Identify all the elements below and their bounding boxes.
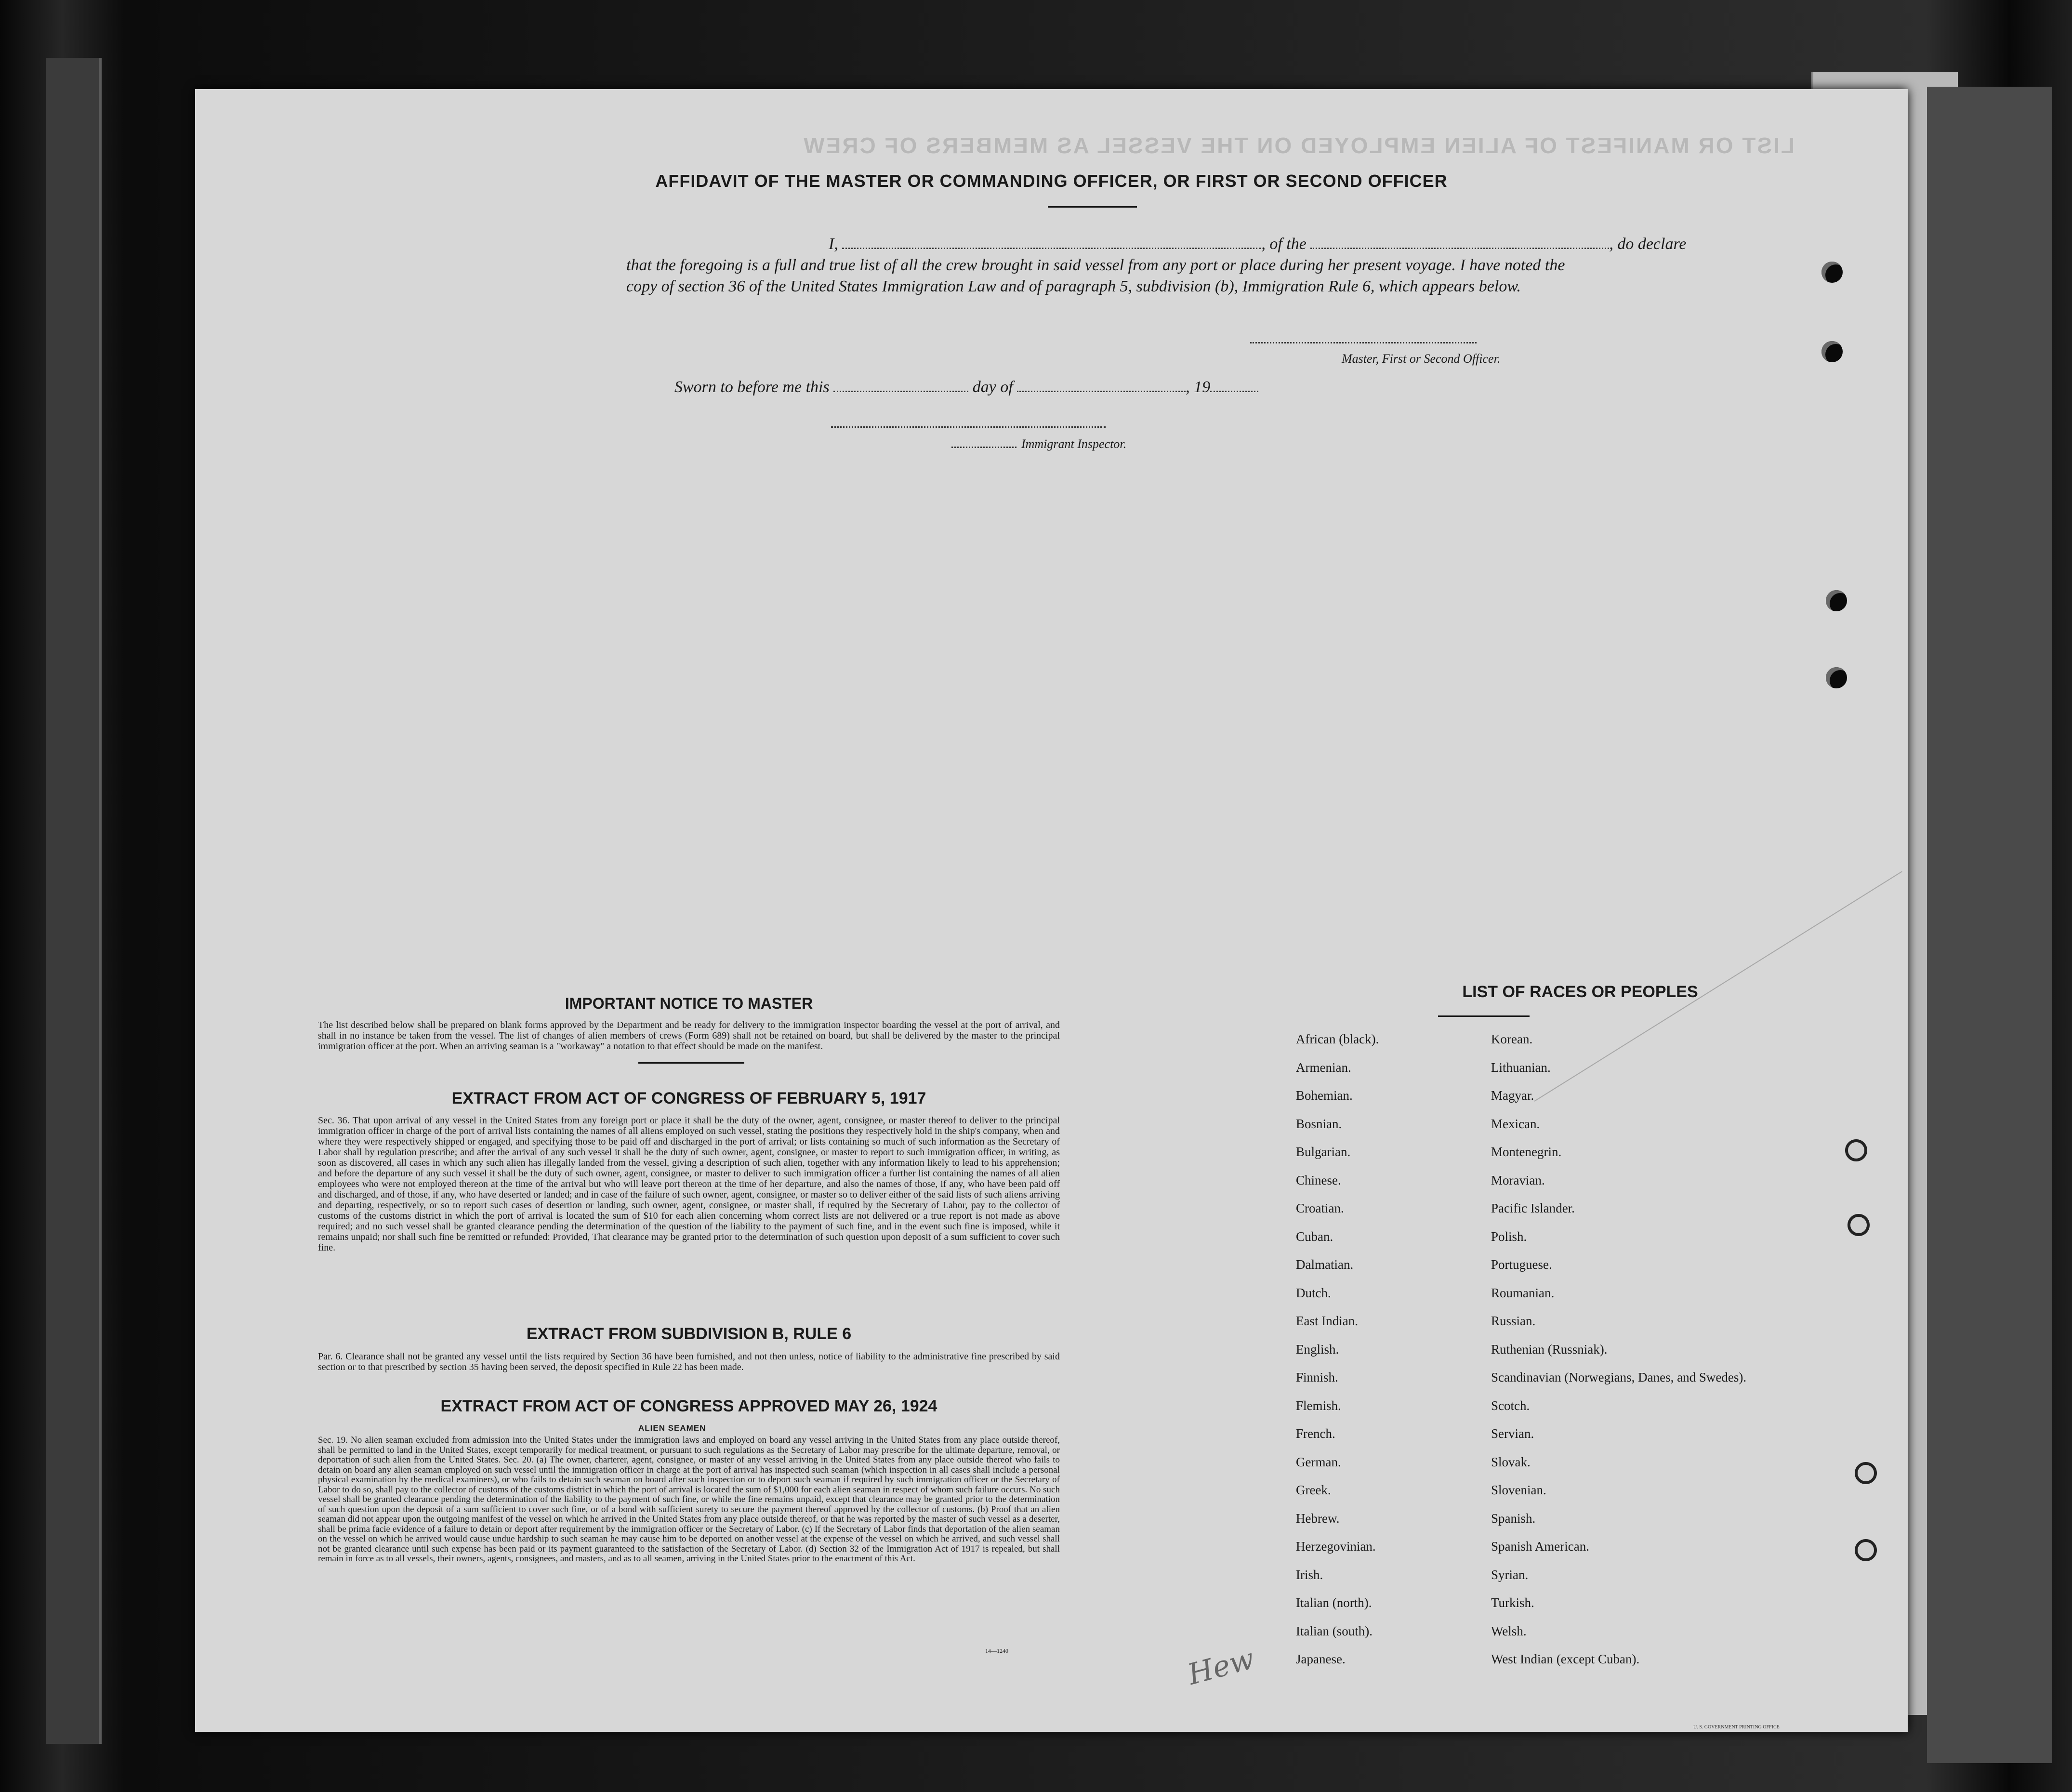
punch-hole: [1848, 1214, 1870, 1236]
form-number: 14—1240: [985, 1647, 1008, 1654]
sworn-line: [674, 378, 1258, 396]
race-item: Mexican.: [1491, 1116, 1540, 1131]
master-signature-line: [1250, 342, 1477, 343]
right-binding: [1927, 87, 2052, 1763]
race-item: Slovenian.: [1491, 1483, 1546, 1497]
punch-hole: [1855, 1462, 1877, 1484]
race-item: Finnish.: [1296, 1370, 1338, 1384]
inspector-label: Immigrant Inspector.: [1021, 437, 1127, 451]
race-item: Japanese.: [1296, 1652, 1346, 1666]
races-left-column: [1296, 1032, 1489, 1680]
race-item: Scotch.: [1491, 1398, 1530, 1413]
alien-seamen-subtitle: ALIEN SEAMEN: [638, 1423, 706, 1433]
race-item: Cuban.: [1296, 1229, 1333, 1244]
punch-hole: [1821, 341, 1843, 362]
inspector-short-line: [951, 447, 1016, 448]
month-blank: [1017, 381, 1186, 392]
left-binding: [46, 58, 102, 1744]
inspector-signature-line: [831, 426, 1106, 428]
race-item: African (black).: [1296, 1032, 1379, 1046]
race-item: Ruthenian (Russniak).: [1491, 1342, 1608, 1357]
day-blank: [833, 381, 968, 392]
bleed-through-text: LIST OR MANIFEST OF ALIEN EMPLOYED ON THE VESSEL AS MEMBERS OF CREW: [802, 133, 1795, 158]
race-item: Spanish American.: [1491, 1539, 1589, 1554]
manifest-page: [195, 89, 1908, 1732]
race-item: Bulgarian.: [1296, 1145, 1351, 1159]
race-item: Irish.: [1296, 1567, 1323, 1582]
race-item: Roumanian.: [1491, 1285, 1555, 1300]
race-item: Portuguese.: [1491, 1257, 1552, 1272]
rule-6-body: Par. 6. Clearance shall not be granted any vessel until the lists required by Section 36 have been furnished, and not then unless, notice of liability to the administrative fine prescribed by said section or to that prescribed by section 35 having been served, the deposit specified in Rule 22 has been made.: [318, 1351, 1060, 1372]
notice-rule: [638, 1062, 744, 1064]
punch-hole: [1826, 667, 1847, 688]
do-declare-label: , do declare: [1609, 235, 1687, 253]
punch-hole: [1826, 590, 1847, 611]
race-item: German.: [1296, 1454, 1341, 1469]
races-rule: [1438, 1015, 1530, 1017]
race-item: Magyar.: [1491, 1088, 1534, 1103]
name-blank: [842, 238, 1261, 249]
vessel-blank: [1310, 238, 1609, 249]
races-right-column: [1491, 1032, 1747, 1680]
race-item: Korean.: [1491, 1032, 1533, 1046]
race-item: Scandinavian (Norwegians, Danes, and Swedes).: [1491, 1370, 1747, 1384]
extract-1917-body: Sec. 36. That upon arrival of any vessel in the United States from any foreign port or place it shall be the duty of the owner, agent, consignee, or master thereof to deliver to the principal immigration officer in charge of the port of arrival lists containing the names of all aliens employed on such vessel, stating the positions they respectively hold in the ship's company, when and where they were respectively shipped or engaged, and specifying those to be paid off and discharged in the port of arrival; or lists containing so much of such information as the Secretary of Labor shall by regulation prescribe; and after the arrival of any such vessel it shall be the duty of such owner, agent, consignee, or master to report to such immigration officer, in writing, as soon as discovered, all cases in which any such alien has illegally landed from the vessel, giving a description of such alien, together with any information likely to lead to his apprehension; and before the departure of any such vessel it shall be the duty of such owner, agent, consignee, or master to deliver to such immigration officer a further list containing the names of all alien employees who were not employed thereon at the time of the arrival but who will leave port thereon at the time of her departure, and also the names of those, if any, who have been paid off and discharged, and of those, if any, who have deserted or landed; and in case of the failure of such owner, agent, consignee, or master so to deliver either of the said lists of such aliens arriving and departing, respectively, or so to report such cases of desertion or landing, such owner, agent, consignee, or master shall, if required by the Secretary of Labor, pay to the collector of customs of the customs district in which the port of arrival is located the sum of $10 for each alien concerning whom correct lists are not delivered or a true report is not made as above required; and no such vessel shall be granted clearance pending the determination of the question of the liability to the payment of such fine, and in the event such fine is imposed, while it remains unpaid; nor shall such fine be remitted or refunded: Provided, That clearance may be granted prior to the determination of such question upon deposit of a sum sufficient to cover such fine.: [318, 1115, 1060, 1253]
race-item: Bohemian.: [1296, 1088, 1353, 1103]
affidavit-body: [626, 234, 1687, 297]
punch-hole: [1855, 1539, 1877, 1561]
race-item: Spanish.: [1491, 1511, 1536, 1526]
race-item: Dalmatian.: [1296, 1257, 1354, 1272]
race-item: Russian.: [1491, 1314, 1536, 1328]
race-item: Pacific Islander.: [1491, 1201, 1575, 1215]
race-item: East Indian.: [1296, 1314, 1358, 1328]
year-blank: [1210, 381, 1258, 392]
race-item: Moravian.: [1491, 1173, 1545, 1187]
race-item: Servian.: [1491, 1426, 1534, 1441]
sworn-text-c: , 19: [1186, 378, 1211, 396]
race-item: Slovak.: [1491, 1454, 1531, 1469]
race-item: Italian (south).: [1296, 1623, 1373, 1638]
race-item: Chinese.: [1296, 1173, 1341, 1187]
race-item: French.: [1296, 1426, 1335, 1441]
title-rule: [1048, 206, 1137, 208]
races-title: LIST OF RACES OR PEOPLES: [1462, 983, 1698, 1001]
handwritten-mark: Hew: [1184, 1642, 1258, 1692]
notice-title: IMPORTANT NOTICE TO MASTER: [565, 995, 813, 1012]
affidavit-declaration: that the foregoing is a full and true list of all the crew brought in said vessel from any port or place during her present voyage. I have noted the copy of section 36 of the United States Immigration Law and of paragraph 5, subdivision (b), Immigration Rule 6, which appears below.: [626, 256, 1565, 295]
race-item: Italian (north).: [1296, 1595, 1372, 1610]
extract-1924-title: EXTRACT FROM ACT OF CONGRESS APPROVED MAY 26, 1924: [440, 1397, 937, 1415]
race-item: Syrian.: [1491, 1567, 1529, 1582]
race-item: West Indian (except Cuban).: [1491, 1652, 1640, 1666]
rule-6-title: EXTRACT FROM SUBDIVISION B, RULE 6: [526, 1325, 852, 1343]
of-the-label: , of the: [1261, 235, 1307, 253]
sworn-text-b: day of: [972, 378, 1013, 396]
race-item: Welsh.: [1491, 1623, 1527, 1638]
race-item: Bosnian.: [1296, 1116, 1342, 1131]
sworn-text-a: Sworn to before me this: [674, 378, 830, 396]
race-item: Polish.: [1491, 1229, 1527, 1244]
race-item: Lithuanian.: [1491, 1060, 1551, 1075]
race-item: Greek.: [1296, 1483, 1331, 1497]
master-signature-label: Master, First or Second Officer.: [1342, 352, 1501, 366]
race-item: English.: [1296, 1342, 1339, 1357]
race-item: Armenian.: [1296, 1060, 1351, 1075]
punch-hole: [1821, 262, 1843, 283]
race-item: Flemish.: [1296, 1398, 1341, 1413]
extract-1917-title: EXTRACT FROM ACT OF CONGRESS OF FEBRUARY 5, 1917: [451, 1089, 926, 1107]
affidavit-title: AFFIDAVIT OF THE MASTER OR COMMANDING OFFICER, OR FIRST OR SECOND OFFICER: [655, 171, 1448, 191]
printer-imprint: U. S. GOVERNMENT PRINTING OFFICE: [1693, 1725, 1780, 1730]
race-item: Hebrew.: [1296, 1511, 1340, 1526]
race-item: Croatian.: [1296, 1201, 1344, 1215]
extract-1924-body: Sec. 19. No alien seaman excluded from admission into the United States under the immigration laws and employed on board any vessel arriving in the United States from any place outside thereof, shall be permitted to land in the United States, except temporarily for medical treatment, or pursuant to such regulations as the Secretary of Labor may prescribe for the ultimate departure, removal, or deportation of such alien from the United States. Sec. 20. (a) The owner, charterer, agent, consignee, or master of any vessel arriving in the United States from any place outside thereof who fails to detain on board any alien seaman employed on such vessel until the immigration officer in charge at the port of arrival has inspected such seaman (which inspection in all cases shall include a personal physical examination by the medical examiners), or who fails to detain such seaman on board after such inspection or to deport such seaman if required by such immigration officer or the Secretary of Labor to do so, shall pay to the collector of customs of the customs district in which the port of arrival is located the sum of $1,000 for each alien seaman in respect of whom such failure occurs. No such vessel shall be granted clearance pending the determination of the liability to the payment of such fine, or while the fine remains unpaid, except that clearance may be granted prior to the determination of such question upon the deposit of a sum sufficient to cover such fine, or of a bond with sufficient surety to secure the payment thereof approved by the collector of customs. (b) Proof that an alien seaman did not appear upon the outgoing manifest of the vessel on which he arrived in the United States from any place outside thereof, or that he was reported by the master of such vessel as a deserter, shall be prima facie evidence of a failure to detain or deport after requirement by the immigration officer or the Secretary of Labor. (c) If the Secretary of Labor finds that deportation of the alien seaman on the vessel on which he arrived would cause undue hardship to such seaman he may cause him to be deported on another vessel at the expense of the vessel on which he arrived, and such vessel shall not be granted clearance until such expense has been paid or its payment guaranteed to the satisfaction of the Secretary of Labor. (d) Section 32 of the Immigration Act of 1917 is repealed, but shall remain in force as to all vessels, their owners, agents, consignees, and masters, and as to all seamen, arriving in the United States prior to the enactment of this Act.: [318, 1435, 1060, 1564]
i-label: I,: [829, 235, 838, 253]
race-item: Turkish.: [1491, 1595, 1534, 1610]
punch-hole: [1845, 1139, 1867, 1161]
notice-body: The list described below shall be prepared on blank forms approved by the Department and be ready for delivery to the immigration inspector boarding the vessel at the port of arrival, and shall in no instance be taken from the vessel. The list of changes of alien members of crews (Form 689) shall not be retained on board, but shall be delivered by the master to the principal immigration officer at the port. When an arriving seaman is a "workaway" a notation to that effect should be made on the manifest.: [318, 1020, 1060, 1052]
race-item: Montenegrin.: [1491, 1145, 1562, 1159]
race-item: Herzegovinian.: [1296, 1539, 1376, 1554]
race-item: Dutch.: [1296, 1285, 1331, 1300]
